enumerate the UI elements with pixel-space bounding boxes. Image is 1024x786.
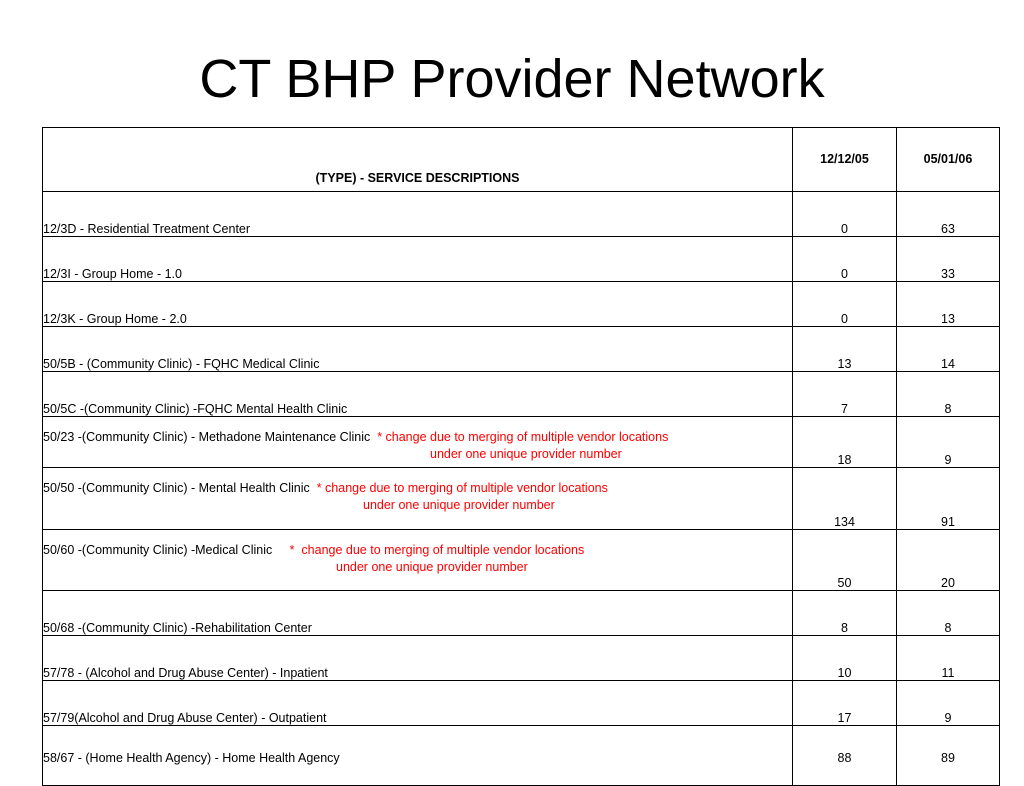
row-description: 50/5B - (Community Clinic) - FQHC Medical Clinic xyxy=(43,327,793,372)
merge-note-line2: under one unique provider number xyxy=(336,560,528,574)
table-row xyxy=(43,591,1000,636)
row-value-12-12-05: 0 xyxy=(793,237,897,282)
row-value-05-01-06: 14 xyxy=(897,327,1000,372)
row-value-12-12-05: 13 xyxy=(793,327,897,372)
row-value-12-12-05: 50 xyxy=(793,530,897,591)
table-row xyxy=(43,468,1000,530)
merge-note: * change due to merging of multiple vendor locations xyxy=(377,430,669,444)
row-value-05-01-06: 63 xyxy=(897,192,1000,237)
row-description: 50/5C -(Community Clinic) -FQHC Mental Health Clinic xyxy=(43,372,793,417)
row-label: 50/50 -(Community Clinic) - Mental Health Clinic xyxy=(43,481,310,495)
row-value-12-12-05: 10 xyxy=(793,636,897,681)
row-value-12-12-05: 0 xyxy=(793,192,897,237)
header-date-05-01-06: 05/01/06 xyxy=(897,128,1000,192)
table-row xyxy=(43,192,1000,237)
table-row xyxy=(43,636,1000,681)
row-value-05-01-06: 8 xyxy=(897,372,1000,417)
row-value-05-01-06: 8 xyxy=(897,591,1000,636)
row-description xyxy=(43,417,793,468)
table-header-row xyxy=(43,128,1000,192)
provider-network-table xyxy=(42,127,1000,786)
table-row xyxy=(43,282,1000,327)
table-row xyxy=(43,417,1000,468)
header-service-descriptions: (TYPE) - SERVICE DESCRIPTIONS xyxy=(43,128,793,192)
row-value-12-12-05: 7 xyxy=(793,372,897,417)
merge-note: * change due to merging of multiple vendor locations xyxy=(289,543,585,557)
row-description: 50/68 -(Community Clinic) -Rehabilitation Center xyxy=(43,591,793,636)
row-description: 57/79(Alcohol and Drug Abuse Center) - Outpatient xyxy=(43,681,793,726)
row-label: 50/60 -(Community Clinic) -Medical Clinic xyxy=(43,543,273,557)
page-title: CT BHP Provider Network xyxy=(199,49,825,109)
row-value-12-12-05: 88 xyxy=(793,726,897,786)
row-description: 58/67 - (Home Health Agency) - Home Health Agency xyxy=(43,726,793,786)
row-description: 12/3K - Group Home - 2.0 xyxy=(43,282,793,327)
merge-note: * change due to merging of multiple vendor locations xyxy=(316,481,608,495)
row-value-05-01-06: 11 xyxy=(897,636,1000,681)
row-description: 12/3I - Group Home - 1.0 xyxy=(43,237,793,282)
row-value-05-01-06: 13 xyxy=(897,282,1000,327)
row-value-12-12-05: 17 xyxy=(793,681,897,726)
row-value-05-01-06: 91 xyxy=(897,468,1000,530)
row-value-12-12-05: 134 xyxy=(793,468,897,530)
table-row xyxy=(43,327,1000,372)
row-value-05-01-06: 33 xyxy=(897,237,1000,282)
row-value-05-01-06: 89 xyxy=(897,726,1000,786)
row-value-05-01-06: 20 xyxy=(897,530,1000,591)
merge-note-line2: under one unique provider number xyxy=(430,447,622,461)
row-description xyxy=(43,468,793,530)
row-value-12-12-05: 8 xyxy=(793,591,897,636)
row-value-12-12-05: 18 xyxy=(793,417,897,468)
row-value-05-01-06: 9 xyxy=(897,681,1000,726)
table-row xyxy=(43,372,1000,417)
row-value-05-01-06: 9 xyxy=(897,417,1000,468)
row-description: 12/3D - Residential Treatment Center xyxy=(43,192,793,237)
row-description: 57/78 - (Alcohol and Drug Abuse Center) - Inpatient xyxy=(43,636,793,681)
merge-note-line2: under one unique provider number xyxy=(363,498,555,512)
row-label: 50/23 -(Community Clinic) - Methadone Maintenance Clinic xyxy=(43,430,371,444)
header-date-12-12-05: 12/12/05 xyxy=(793,128,897,192)
table-row xyxy=(43,530,1000,591)
table-row xyxy=(43,237,1000,282)
row-value-12-12-05: 0 xyxy=(793,282,897,327)
table-row xyxy=(43,681,1000,726)
table-row xyxy=(43,726,1000,786)
row-description xyxy=(43,530,793,591)
